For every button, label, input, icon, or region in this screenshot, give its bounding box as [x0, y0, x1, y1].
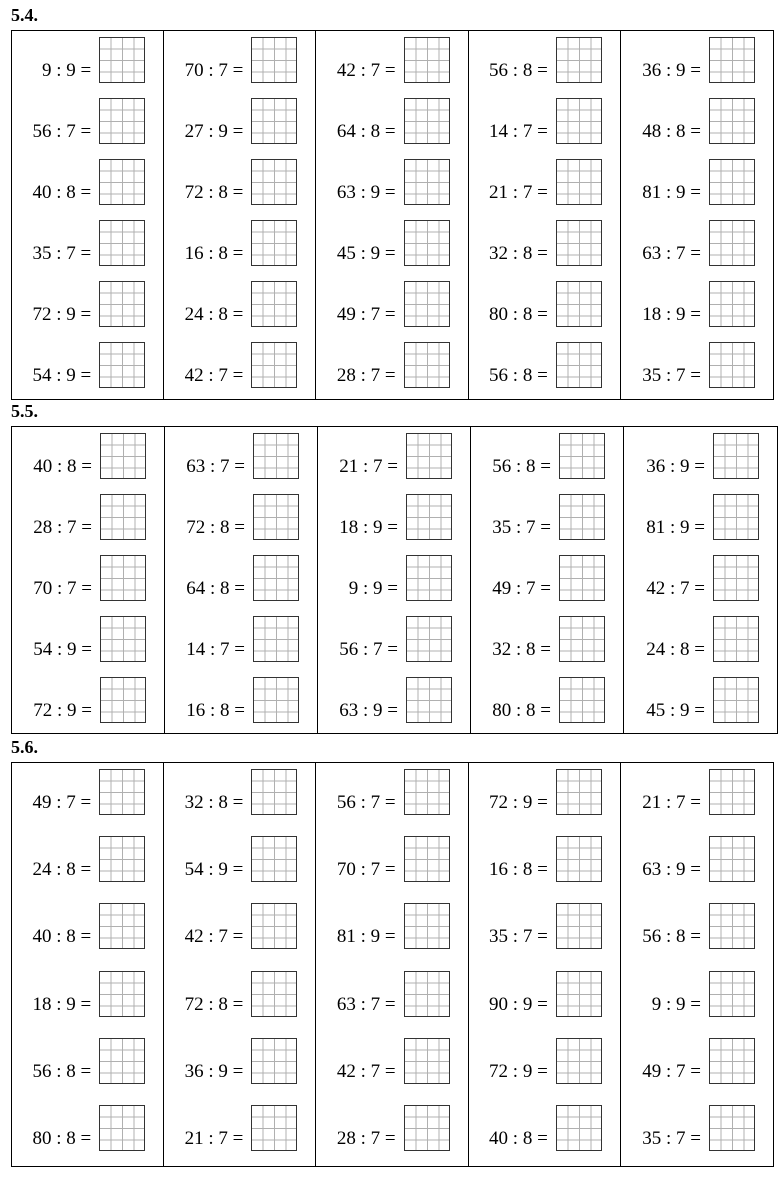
division-expression: 35 : 7 =: [642, 365, 701, 386]
division-expression: 28 : 7 =: [336, 365, 396, 386]
division-expression: 9 : 9 =: [41, 60, 92, 81]
problem-column: [165, 427, 318, 733]
division-expression: 72 : 8 =: [186, 517, 245, 538]
division-expression: 28 : 7 =: [336, 1128, 396, 1149]
division-problem: [316, 836, 467, 884]
division-expression: 72 : 9 =: [489, 1061, 548, 1082]
division-expression: 49 : 7 =: [492, 578, 551, 599]
division-problem: [316, 159, 467, 207]
division-problem: [469, 98, 620, 146]
division-expression: 49 : 7 =: [642, 1061, 701, 1082]
answer-grid-box[interactable]: [251, 37, 297, 83]
problem-column: [12, 427, 165, 733]
division-expression: 48 : 8 =: [642, 121, 701, 142]
division-problem: [12, 159, 163, 207]
division-problem: [12, 220, 163, 268]
division-problem: [12, 1038, 163, 1086]
division-problem: [164, 281, 315, 329]
division-problem: [12, 433, 164, 481]
answer-grid-box[interactable]: [99, 1038, 145, 1084]
division-expression: 32 : 8 =: [184, 792, 244, 813]
division-problem: [164, 903, 315, 951]
answer-grid-box[interactable]: [100, 555, 146, 601]
answer-grid-box[interactable]: [559, 677, 605, 723]
answer-grid-box[interactable]: [713, 616, 759, 662]
answer-grid-box[interactable]: [251, 971, 297, 1017]
division-expression: 80 : 8 =: [489, 304, 548, 325]
division-expression: 27 : 9 =: [184, 121, 244, 142]
answer-grid-box[interactable]: [253, 677, 299, 723]
problem-column: [164, 31, 316, 399]
answer-grid-box[interactable]: [559, 555, 605, 601]
answer-grid-box[interactable]: [99, 1105, 145, 1151]
division-expression: 56 : 7 =: [339, 639, 398, 660]
division-expression: 81 : 9 =: [336, 926, 396, 947]
division-problem: [316, 98, 467, 146]
division-expression: 18 : 9 =: [339, 517, 398, 538]
division-expression: 63 : 9 =: [339, 700, 398, 721]
division-expression: 63 : 7 =: [336, 994, 396, 1015]
division-problem: [316, 37, 467, 85]
answer-grid-box[interactable]: [404, 836, 450, 882]
division-expression: 45 : 9 =: [646, 700, 705, 721]
division-expression: 54 : 9 =: [33, 639, 92, 660]
division-problem: [164, 220, 315, 268]
answer-grid-box[interactable]: [404, 281, 450, 327]
division-expression: 40 : 8 =: [32, 182, 92, 203]
problem-column: [316, 31, 468, 399]
answer-grid-box[interactable]: [713, 555, 759, 601]
division-problem: [318, 616, 470, 664]
section-title: 5.4.: [11, 5, 38, 25]
answer-grid-box[interactable]: [99, 98, 145, 144]
problem-column: [621, 31, 773, 399]
division-expression: 81 : 9 =: [642, 182, 701, 203]
division-problem: [12, 494, 164, 542]
division-problem: [164, 769, 315, 817]
division-expression: 16 : 8 =: [186, 700, 245, 721]
answer-grid-box[interactable]: [99, 342, 145, 388]
answer-grid-box[interactable]: [99, 220, 145, 266]
answer-grid-box[interactable]: [251, 159, 297, 205]
answer-grid-box[interactable]: [709, 1038, 755, 1084]
division-problem: [12, 677, 164, 725]
division-problem: [469, 903, 620, 951]
division-expression: 42 : 7 =: [646, 578, 705, 599]
answer-grid-box[interactable]: [404, 1038, 450, 1084]
division-expression: 24 : 8 =: [32, 859, 92, 880]
answer-grid-box[interactable]: [253, 616, 299, 662]
division-problem: [12, 903, 163, 951]
division-problem: [624, 677, 777, 725]
answer-grid-box[interactable]: [99, 903, 145, 949]
division-problem: [316, 971, 467, 1019]
answer-grid-box[interactable]: [406, 433, 452, 479]
division-expression: 70 : 7 =: [336, 859, 396, 880]
division-problem: [12, 342, 163, 390]
problem-column: [12, 763, 164, 1166]
answer-grid-box[interactable]: [100, 433, 146, 479]
division-expression: 21 : 7 =: [642, 792, 701, 813]
answer-grid-box[interactable]: [556, 98, 602, 144]
answer-grid-box[interactable]: [251, 769, 297, 815]
division-expression: 35 : 7 =: [489, 926, 548, 947]
division-problem: [621, 281, 773, 329]
answer-grid-box[interactable]: [709, 220, 755, 266]
division-problem: [316, 1038, 467, 1086]
division-expression: 42 : 7 =: [336, 1061, 396, 1082]
division-problem: [469, 971, 620, 1019]
division-expression: 81 : 9 =: [646, 517, 705, 538]
answer-grid-box[interactable]: [559, 494, 605, 540]
division-expression: 63 : 9 =: [642, 859, 701, 880]
division-expression: 36 : 9 =: [184, 1061, 244, 1082]
division-expression: 72 : 9 =: [489, 792, 548, 813]
problem-column: [624, 427, 777, 733]
answer-grid-box[interactable]: [99, 769, 145, 815]
answer-grid-box[interactable]: [251, 836, 297, 882]
exercise-box: [11, 426, 778, 734]
answer-grid-box[interactable]: [404, 769, 450, 815]
exercise-box: [11, 30, 774, 400]
division-problem: [12, 281, 163, 329]
answer-grid-box[interactable]: [404, 98, 450, 144]
division-problem: [165, 494, 317, 542]
answer-grid-box[interactable]: [100, 494, 146, 540]
division-problem: [621, 1105, 773, 1153]
division-problem: [165, 677, 317, 725]
division-problem: [624, 616, 777, 664]
division-problem: [316, 281, 467, 329]
division-problem: [621, 769, 773, 817]
division-expression: 21 : 7 =: [184, 1128, 244, 1149]
answer-grid-box[interactable]: [406, 555, 452, 601]
answer-grid-box[interactable]: [556, 903, 602, 949]
answer-grid-box[interactable]: [251, 281, 297, 327]
problem-column: [469, 31, 621, 399]
division-expression: 64 : 8 =: [186, 578, 245, 599]
answer-grid-box[interactable]: [253, 494, 299, 540]
division-expression: 24 : 8 =: [646, 639, 705, 660]
division-problem: [621, 903, 773, 951]
division-expression: 28 : 7 =: [33, 517, 92, 538]
division-problem: [471, 677, 623, 725]
answer-grid-box[interactable]: [404, 971, 450, 1017]
division-problem: [624, 555, 777, 603]
division-expression: 63 : 9 =: [336, 182, 396, 203]
division-expression: 54 : 9 =: [32, 365, 92, 386]
division-expression: 21 : 7 =: [489, 182, 548, 203]
answer-grid-box[interactable]: [559, 433, 605, 479]
division-problem: [469, 281, 620, 329]
answer-grid-box[interactable]: [556, 836, 602, 882]
division-expression: 40 : 8 =: [33, 456, 92, 477]
answer-grid-box[interactable]: [709, 903, 755, 949]
division-problem: [621, 836, 773, 884]
division-expression: 21 : 7 =: [339, 456, 398, 477]
division-expression: 45 : 9 =: [336, 243, 396, 264]
problem-column: [621, 763, 773, 1166]
answer-grid-box[interactable]: [709, 1105, 755, 1151]
division-problem: [621, 98, 773, 146]
answer-grid-box[interactable]: [251, 220, 297, 266]
answer-grid-box[interactable]: [556, 37, 602, 83]
division-expression: 63 : 7 =: [642, 243, 701, 264]
division-problem: [12, 37, 163, 85]
answer-grid-box[interactable]: [556, 281, 602, 327]
division-problem: [471, 555, 623, 603]
answer-grid-box[interactable]: [99, 971, 145, 1017]
division-expression: 56 : 7 =: [32, 121, 92, 142]
division-problem: [469, 342, 620, 390]
division-expression: 32 : 8 =: [489, 243, 548, 264]
answer-grid-box[interactable]: [404, 37, 450, 83]
answer-grid-box[interactable]: [251, 342, 297, 388]
answer-grid-box[interactable]: [556, 769, 602, 815]
division-problem: [164, 37, 315, 85]
answer-grid-box[interactable]: [709, 971, 755, 1017]
answer-grid-box[interactable]: [100, 677, 146, 723]
division-expression: 70 : 7 =: [33, 578, 92, 599]
division-problem: [469, 769, 620, 817]
division-problem: [318, 677, 470, 725]
division-expression: 35 : 7 =: [642, 1128, 701, 1149]
division-problem: [624, 494, 777, 542]
division-problem: [12, 616, 164, 664]
problem-column: [12, 31, 164, 399]
division-problem: [316, 220, 467, 268]
answer-grid-box[interactable]: [406, 677, 452, 723]
division-expression: 90 : 9 =: [489, 994, 548, 1015]
division-problem: [12, 971, 163, 1019]
division-expression: 72 : 8 =: [184, 182, 244, 203]
division-problem: [316, 769, 467, 817]
answer-grid-box[interactable]: [99, 159, 145, 205]
division-expression: 70 : 7 =: [184, 60, 244, 81]
answer-grid-box[interactable]: [713, 677, 759, 723]
division-expression: 40 : 8 =: [32, 926, 92, 947]
division-problem: [621, 971, 773, 1019]
answer-grid-box[interactable]: [709, 342, 755, 388]
division-problem: [621, 159, 773, 207]
answer-grid-box[interactable]: [100, 616, 146, 662]
division-problem: [471, 494, 623, 542]
division-expression: 35 : 7 =: [492, 517, 551, 538]
division-problem: [469, 220, 620, 268]
division-expression: 72 : 8 =: [184, 994, 244, 1015]
division-problem: [471, 616, 623, 664]
answer-grid-box[interactable]: [404, 903, 450, 949]
answer-grid-box[interactable]: [556, 342, 602, 388]
division-problem: [164, 836, 315, 884]
division-expression: 35 : 7 =: [32, 243, 92, 264]
division-problem: [164, 159, 315, 207]
answer-grid-box[interactable]: [709, 769, 755, 815]
answer-grid-box[interactable]: [251, 903, 297, 949]
division-expression: 42 : 7 =: [184, 365, 244, 386]
problem-column: [469, 763, 621, 1166]
division-expression: 16 : 8 =: [184, 243, 244, 264]
division-expression: 36 : 9 =: [642, 60, 701, 81]
answer-grid-box[interactable]: [556, 159, 602, 205]
division-problem: [469, 159, 620, 207]
division-problem: [12, 836, 163, 884]
division-problem: [318, 433, 470, 481]
answer-grid-box[interactable]: [709, 159, 755, 205]
division-expression: 9 : 9 =: [348, 578, 398, 599]
answer-grid-box[interactable]: [709, 281, 755, 327]
division-expression: 49 : 7 =: [336, 304, 396, 325]
division-problem: [164, 971, 315, 1019]
division-problem: [318, 494, 470, 542]
division-problem: [12, 555, 164, 603]
division-expression: 54 : 9 =: [184, 859, 244, 880]
answer-grid-box[interactable]: [253, 555, 299, 601]
division-expression: 64 : 8 =: [336, 121, 396, 142]
section-title: 5.6.: [11, 737, 38, 757]
answer-grid-box[interactable]: [253, 433, 299, 479]
problem-column: [471, 427, 624, 733]
division-problem: [621, 37, 773, 85]
division-problem: [165, 616, 317, 664]
division-problem: [12, 769, 163, 817]
division-problem: [621, 1038, 773, 1086]
answer-grid-box[interactable]: [709, 836, 755, 882]
answer-grid-box[interactable]: [99, 281, 145, 327]
answer-grid-box[interactable]: [709, 98, 755, 144]
answer-grid-box[interactable]: [404, 1105, 450, 1151]
division-problem: [316, 342, 467, 390]
answer-grid-box[interactable]: [406, 616, 452, 662]
division-expression: 32 : 8 =: [492, 639, 551, 660]
division-expression: 24 : 8 =: [184, 304, 244, 325]
answer-grid-box[interactable]: [713, 494, 759, 540]
answer-grid-box[interactable]: [559, 616, 605, 662]
division-expression: 16 : 8 =: [489, 859, 548, 880]
division-expression: 40 : 8 =: [489, 1128, 548, 1149]
division-expression: 42 : 7 =: [184, 926, 244, 947]
division-expression: 49 : 7 =: [32, 792, 92, 813]
division-problem: [164, 98, 315, 146]
division-expression: 72 : 9 =: [33, 700, 92, 721]
division-problem: [621, 342, 773, 390]
division-expression: 36 : 9 =: [646, 456, 705, 477]
answer-grid-box[interactable]: [709, 37, 755, 83]
answer-grid-box[interactable]: [556, 971, 602, 1017]
division-problem: [621, 220, 773, 268]
problem-column: [316, 763, 468, 1166]
answer-grid-box[interactable]: [99, 836, 145, 882]
division-expression: 56 : 8 =: [32, 1061, 92, 1082]
division-problem: [316, 1105, 467, 1153]
answer-grid-box[interactable]: [713, 433, 759, 479]
answer-grid-box[interactable]: [251, 1105, 297, 1151]
division-expression: 14 : 7 =: [186, 639, 245, 660]
division-expression: 18 : 9 =: [642, 304, 701, 325]
division-expression: 56 : 8 =: [642, 926, 701, 947]
answer-grid-box[interactable]: [404, 342, 450, 388]
problem-column: [164, 763, 316, 1166]
answer-grid-box[interactable]: [251, 1038, 297, 1084]
division-problem: [624, 433, 777, 481]
answer-grid-box[interactable]: [556, 1038, 602, 1084]
division-problem: [164, 342, 315, 390]
division-expression: 56 : 8 =: [489, 60, 548, 81]
division-expression: 80 : 8 =: [32, 1128, 92, 1149]
division-problem: [471, 433, 623, 481]
division-problem: [12, 1105, 163, 1153]
division-expression: 56 : 7 =: [336, 792, 396, 813]
exercise-box: [11, 762, 774, 1167]
division-problem: [165, 555, 317, 603]
division-expression: 9 : 9 =: [651, 994, 701, 1015]
division-problem: [469, 1038, 620, 1086]
answer-grid-box[interactable]: [99, 37, 145, 83]
division-expression: 42 : 7 =: [336, 60, 396, 81]
division-problem: [164, 1105, 315, 1153]
answer-grid-box[interactable]: [556, 220, 602, 266]
division-problem: [164, 1038, 315, 1086]
section-title: 5.5.: [11, 401, 38, 421]
division-expression: 18 : 9 =: [32, 994, 92, 1015]
division-problem: [469, 1105, 620, 1153]
division-expression: 14 : 7 =: [489, 121, 548, 142]
division-expression: 56 : 8 =: [489, 365, 548, 386]
answer-grid-box[interactable]: [404, 159, 450, 205]
division-problem: [165, 433, 317, 481]
answer-grid-box[interactable]: [406, 494, 452, 540]
division-problem: [318, 555, 470, 603]
division-problem: [12, 98, 163, 146]
answer-grid-box[interactable]: [404, 220, 450, 266]
answer-grid-box[interactable]: [251, 98, 297, 144]
division-expression: 80 : 8 =: [492, 700, 551, 721]
division-problem: [316, 903, 467, 951]
division-expression: 63 : 7 =: [186, 456, 245, 477]
division-expression: 56 : 8 =: [492, 456, 551, 477]
division-expression: 72 : 9 =: [32, 304, 92, 325]
answer-grid-box[interactable]: [556, 1105, 602, 1151]
division-problem: [469, 836, 620, 884]
problem-column: [318, 427, 471, 733]
division-problem: [469, 37, 620, 85]
